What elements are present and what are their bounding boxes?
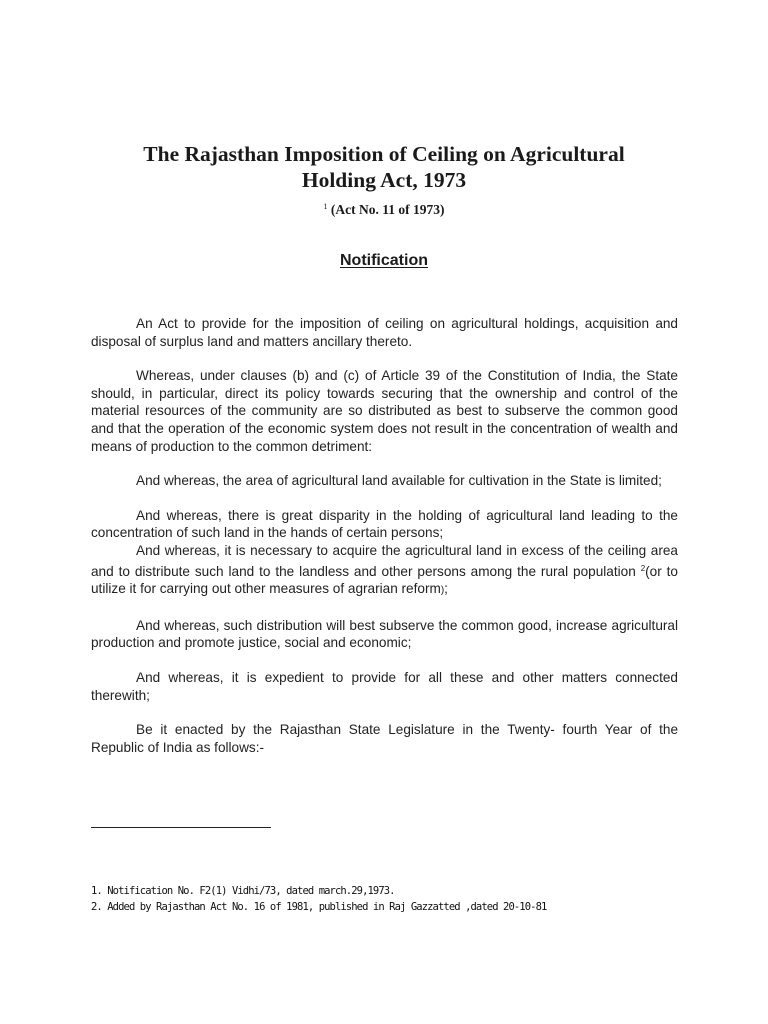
paragraph-enactment: Be it enacted by the Rajasthan State Legislature in the Twenty- fourth Year of the Republic of India as follows:-	[91, 722, 678, 755]
footnote-ref-1: 1	[323, 202, 328, 211]
paragraph-preamble: An Act to provide for the imposition of ceiling on agricultural holdings, acquisition and disposal of surplus land and matters ancillary thereto.	[91, 316, 678, 349]
act-number	[90, 198, 678, 219]
footnotes	[91, 883, 691, 915]
amendment-insert: (or to utilize it for carrying out other measures of agrarian reform	[91, 563, 678, 597]
notification-heading: Notification	[340, 252, 428, 269]
paragraph-whereas-distribution: And whereas, such distribution will best subserve the common good, increase agricultural production and promote justice, social and economic;	[91, 617, 678, 651]
paragraph-whereas-expedient: And whereas, it is expedient to provide for all these and other matters connected therewith;	[91, 669, 678, 703]
amendment-close: )	[440, 585, 445, 597]
footnote-2: 2. Added by Rajasthan Act No. 16 of 1981, published in Raj Gazzatted ,dated 20-10-81	[91, 901, 547, 913]
act-number-text: (Act No. 11 of 1973)	[330, 202, 445, 217]
paragraph-whereas-acquire	[91, 542, 678, 600]
paragraph-end-semicolon: ;	[444, 581, 448, 597]
title-line-1: The Rajasthan Imposition of Ceiling on Agricultural	[143, 142, 625, 166]
footnote-separator	[91, 827, 271, 828]
document-body	[91, 315, 678, 756]
paragraph-whereas-acquire-text: And whereas, it is necessary to acquire the agricultural land in excess of the ceiling area and to distribute such land to the landless and other persons among the rural population	[91, 542, 678, 579]
paragraph-whereas-disparity: And whereas, there is great disparity in the holding of agricultural land leading to the concentration of such land in the hands of certain persons;	[91, 507, 678, 541]
footnote-1: 1. Notification No. F2(1) Vidhi/73, dated march.29,1973.	[91, 885, 395, 897]
paragraph-whereas-area-limited: And whereas, the area of agricultural land available for cultivation in the State is limited;	[136, 473, 662, 489]
title-line-2: Holding Act, 1973	[301, 168, 467, 192]
footnote-ref-2: 2	[640, 563, 646, 573]
document-title	[90, 141, 678, 193]
paragraph-whereas-article-39: Whereas, under clauses (b) and (c) of Article 39 of the Constitution of India, the State should, in particular, direct its policy towards securing that the ownership and control of the material resources of the community are so distributed as best to subserve the common good and that the operation of the economic system does not result in the concentration of wealth and means of production to the common detriment:	[91, 368, 678, 454]
